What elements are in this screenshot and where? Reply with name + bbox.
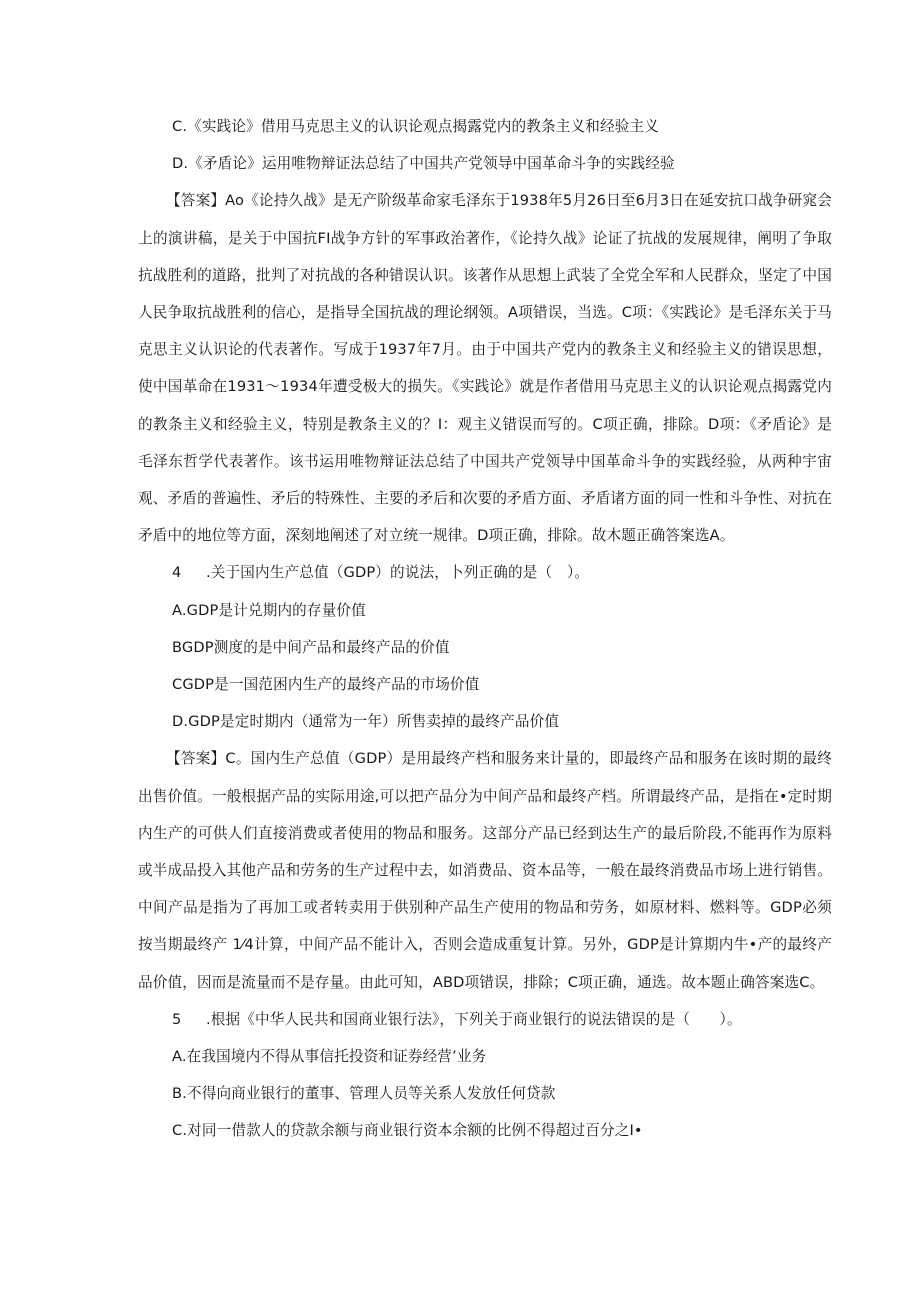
q3-answer-explanation: 【答案】Ao《论持久战》是无产阶级革命家毛泽东于1938年5月26日至6月3日在延安抗口战争研窕会上的演讲稿，是关于中国抗FI战争方针的军事政治著作，《论持久战》论证了抗战的发展规律，阐明了争取抗战胜利的道路，批判了对抗战的各种错误认识。该著作从思想上武装了全党全军和人民群众，坚定了中国人民争取抗战胜利的信心，是指导全国抗战的理论纲领。A项错误，当选。C项：《实践论》是毛泽东关于马克思主义认识论的代表著作。写成于1937年7月。由于中国共产党内的教条主义和经验主义的错误思想，使中国革命在1931～1934年遭受极大的损失。《实践论》就是作者借用马克思主义的认识论观点揭露党内的教条主义和经验主义，特别是教条主义的？I：观主义错误而写的。C项正确，排除。D项：《矛盾论》是毛泽东哲学代表著作。该书运用唯物辩证法总结了中国共产党领导中国革命斗争的实践经验，从两种宇宙观、矛盾的普遍性、矛后的特殊性、主要的矛后和次要的矛盾方面、矛盾诸方面的同一性和斗争性、对抗在矛盾中的地位等方面，深刻地阐述了对立统一规律。D项正确，排除。故木题正确答案选A。 xyxy=(138,192,832,545)
q4-option-c: CGDP是一国范困内生产的最终产品的市场价值 xyxy=(172,676,480,694)
q4-stem: .关于国内生产总值（GDP）的说法，卜列正确的是（ ）。 xyxy=(206,564,590,582)
q4-option-d: D.GDP是定时期内（通常为一年）所售卖掉的最终产品价值 xyxy=(172,713,560,731)
q4-option-a: A.GDP是计兑期内的存量价值 xyxy=(172,601,366,619)
q3-option-d: D.《矛盾论》运用唯物辩证法总结了中国共产党领导中国革命斗争的实践经验 xyxy=(172,155,675,173)
q4-option-b: BGDP测度的是中间产品和最终产品的价值 xyxy=(172,638,450,656)
q3-option-c: C.《实践论》借用马克思主义的认识论观点揭露党内的教条主义和经验主义 xyxy=(172,118,659,135)
q4-question xyxy=(138,554,832,591)
q4-answer-explanation: 【答案】C。国内生产总值（GDP）是用最终产档和服务来计量的，即最终产品和服务在该时期的最终出售价值。一般根据产品的实际用途,可以把产品分为中间产品和最终产档。所谓最终产品，是指在•定时期内生产的可供人们直接消费或者使用的物品和服务。这部分产品已经到达生产的最后阶段,不能再作为原料或半成品投入其他产品和劳务的生产过程中去，如消费品、资本品等，一般在最终消费品市场上进行销售。中间产品是指为了再加工或者转卖用于供别种产品生产使用的物品和劳务，如原材料、燃料等。GDP必须按当期最终产 1⁄4计算，中间产品不能计入，否则会造成重复计算。另外，GDP是计算期内牛•产的最终产品价值，因而是流量而不是存量。由此可知，ABD项错误，排除；C项正确，通选。故本题止确答案选C。 xyxy=(138,750,832,991)
q5-option-b: B.不得向商业银行的董事、管理人员等关系人发放任何贷款 xyxy=(172,1085,556,1103)
q5-stem: .根据《中华人民共和国商业银行法》，下列关于商业银行的说法错误的是（ ）。 xyxy=(206,1010,742,1028)
page-content xyxy=(138,108,832,1150)
q5-question xyxy=(138,1001,832,1038)
q5-option-c: C.对同一借款人的贷款余额与商业银行资本余额的比例不得超过百分之I• xyxy=(172,1122,643,1140)
q5-option-a: A.在我国境内不得从事信托投资和证券经营’业务 xyxy=(172,1048,487,1066)
q5-number: 5 xyxy=(172,1010,182,1028)
q4-number: 4 xyxy=(172,564,182,582)
